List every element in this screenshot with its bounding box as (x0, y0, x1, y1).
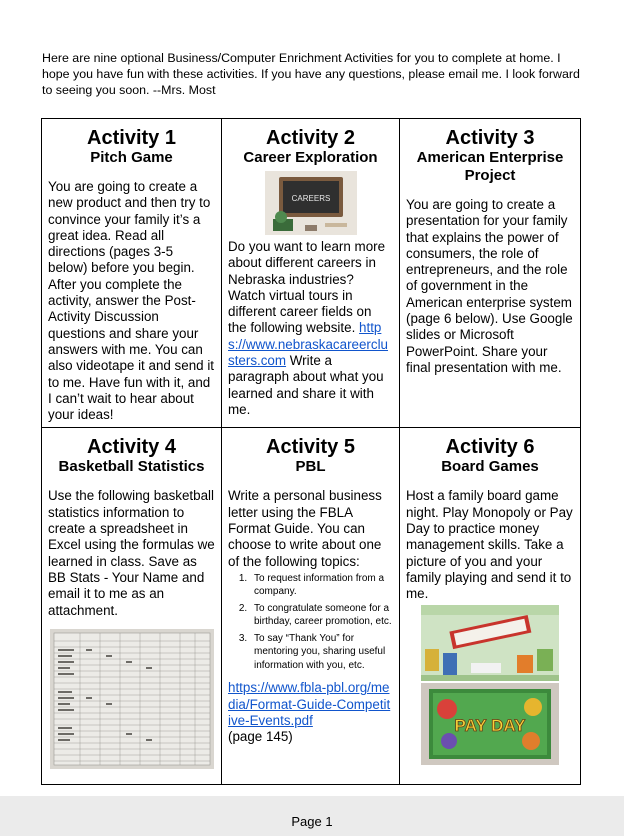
intro-paragraph: Here are nine optional Business/Computer Enrichment Activities for you to complete at home. I hope you have fun with these activities. If you have any questions, please email me. I look forward to seeing you soon. --Mrs. Most (42, 51, 580, 97)
activity-2-cell (222, 119, 400, 428)
activity-5-cell (222, 428, 400, 785)
pay-day-game-image (421, 683, 559, 765)
activity-6-title: Activity 6 (445, 436, 535, 459)
activity-3-title: Activity 3 (445, 127, 535, 149)
activity-3-text: You are going to create a presentation for your family that explains the power of consumers, the role of entrepreneurs, and the role of government in the American enterprise system (page 6 below). Use Google slides or Microsoft PowerPoint. Share your final presentation with me. (406, 197, 573, 375)
activity-4-subtitle: Basketball Statistics (58, 458, 205, 476)
page-number: Page 1 (291, 814, 333, 829)
activity-5-subtitle: PBL (295, 458, 326, 476)
fbla-format-guide-link[interactable]: https://www.fbla-pbl.org/media/Format-Guide-Competitive-Events.pdf (228, 680, 391, 729)
activity-2-subtitle: Career Exploration (243, 149, 378, 166)
basketball-stats-sheet-image (50, 629, 214, 769)
activity-1-cell (42, 119, 222, 428)
monopoly-board-image (421, 605, 559, 681)
topic-item: 2. To congratulate someone for a birthday, career promotion, etc. (250, 602, 393, 629)
activity-6-cell (400, 428, 581, 785)
pay-day-logo-text: PAY DAY (454, 715, 526, 735)
activity-2-text: Do you want to learn more about different careers in Nebraska industries? Watch virtual tours in different career fields on the following website. (228, 239, 386, 336)
activity-2-title: Activity 2 (266, 127, 355, 149)
careers-chalkboard-image (265, 171, 357, 235)
activity-4-cell (42, 428, 222, 785)
activities-table (41, 118, 581, 785)
activity-3-subtitle: American Enterprise Project (416, 149, 564, 184)
activity-2-text-2: Write a paragraph about what you learned and share it with me. (228, 353, 384, 417)
activity-5-text: Write a personal business letter using the FBLA Format Guide. You can choose to write about one of the following topics: (228, 488, 382, 569)
topic-item: 3. To say “Thank You” for mentoring you, sharing useful information with you, etc. (250, 632, 393, 673)
activity-1-title: Activity 1 (87, 127, 176, 149)
activity-4-title: Activity 4 (87, 436, 176, 459)
activity-1-text: You are going to create a new product and then try to convince your family it’s a great idea. Read all directions (pages 3-5 below) before you begin. After you complete the activity, answer the Post-Activity Discussion questions and share your answers with me. You can also videotape it and send it to me. Have fun with it, and I can’t wait to hear about your ideas! (48, 179, 215, 423)
topics-list (228, 572, 393, 673)
activity-3-cell (400, 119, 581, 428)
nebraska-careers-link[interactable]: https://www.nebraskacareerclusters.com (228, 320, 389, 369)
activity-6-subtitle: Board Games (441, 458, 539, 476)
activity-6-text: Host a family board game night. Play Monopoly or Pay Day to practice money management skills. Take a picture of you and your family playing and send it to me. (406, 488, 573, 602)
activity-5-title: Activity 5 (266, 436, 355, 459)
careers-board-text: CAREERS (291, 194, 330, 203)
topic-item: 1. To request information from a company. (250, 572, 393, 599)
activity-1-subtitle: Pitch Game (90, 149, 173, 166)
activity-5-page-ref: (page 145) (228, 729, 293, 745)
activity-4-text: Use the following basketball statistics information to create a spreadsheet in Excel using the formulas we learned in class. Save as BB Stats - Your Name and email it to me as an attachment. (48, 488, 215, 618)
